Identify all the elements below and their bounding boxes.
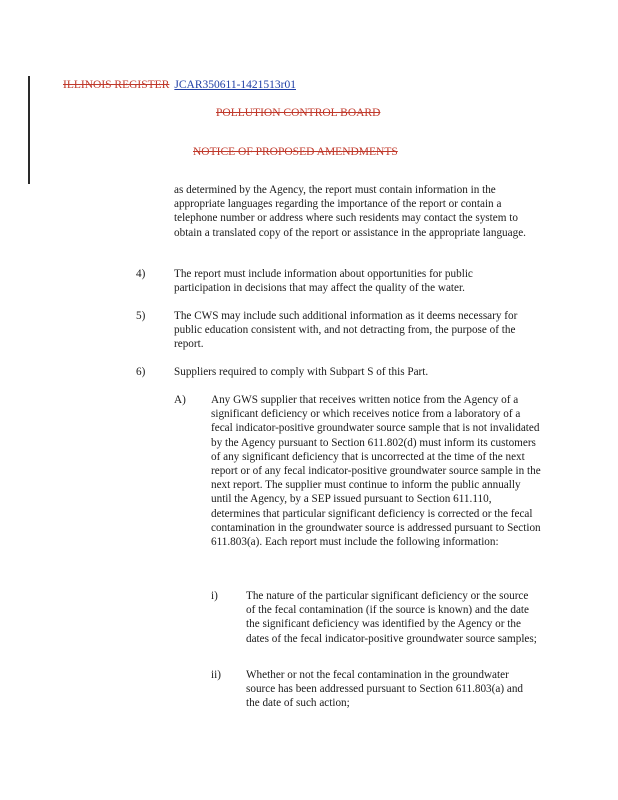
board-header: POLLUTION CONTROL BOARD xyxy=(216,107,381,119)
subitem-number: A) xyxy=(174,394,186,406)
revision-margin-bar xyxy=(28,76,30,184)
item-number: 6) xyxy=(136,366,146,378)
item-number: 5) xyxy=(136,310,146,322)
subsubitem-text: The nature of the particular significant deficiency or the source of the fecal contamination (if the source is known) and the date the significant deficiency was identified by the Agency or the dates of the fecal indicator-positive groundwater source samples; xyxy=(246,590,537,645)
continuation-paragraph: as determined by the Agency, the report must contain information in the appropriate languages regarding the importance of the report or contain a telephone number or address where such residents may contact the system to obtain a translated copy of the report or assistance in the appropriate language. xyxy=(174,184,526,239)
subitem-text: Any GWS supplier that receives written notice from the Agency of a significant deficiency or which receives notice from a laboratory of a fecal indicator-positive groundwater source sample that is not invalidated by the Agency pursuant to Section 611.802(d) must inform its customers of any significant deficiency that is uncorrected at the time of the next report or of any fecal indicator-positive groundwater source sample in the next report. The supplier must continue to inform the public annually until the Agency, by a SEP issued pursuant to Section 611.110, determines that particular significant deficiency is corrected or the fecal contamination in the groundwater source is addressed pursuant to Section 611.803(a). Each report must include the following information: xyxy=(211,394,541,549)
notice-header: NOTICE OF PROPOSED AMENDMENTS xyxy=(193,146,398,158)
item-number: 4) xyxy=(136,268,146,280)
subsubitem-number: ii) xyxy=(211,669,221,681)
register-header-inserted: JCAR350611-1421513r01 xyxy=(174,79,296,91)
register-header-struck: ILLINOIS REGISTER xyxy=(63,79,170,91)
item-text: Suppliers required to comply with Subpart S of this Part. xyxy=(174,366,429,378)
subsubitem-text: Whether or not the fecal contamination in the groundwater source has been addressed pursuant to Section 611.803(a) and the date of such action; xyxy=(246,669,524,710)
subsubitem-number: i) xyxy=(211,590,218,602)
item-text: The CWS may include such additional information as it deems necessary for public education consistent with, and not detracting from, the purpose of the report. xyxy=(174,310,518,351)
register-header xyxy=(63,79,296,91)
item-text: The report must include information about opportunities for public participation in decisions that may affect the quality of the water. xyxy=(174,268,473,295)
